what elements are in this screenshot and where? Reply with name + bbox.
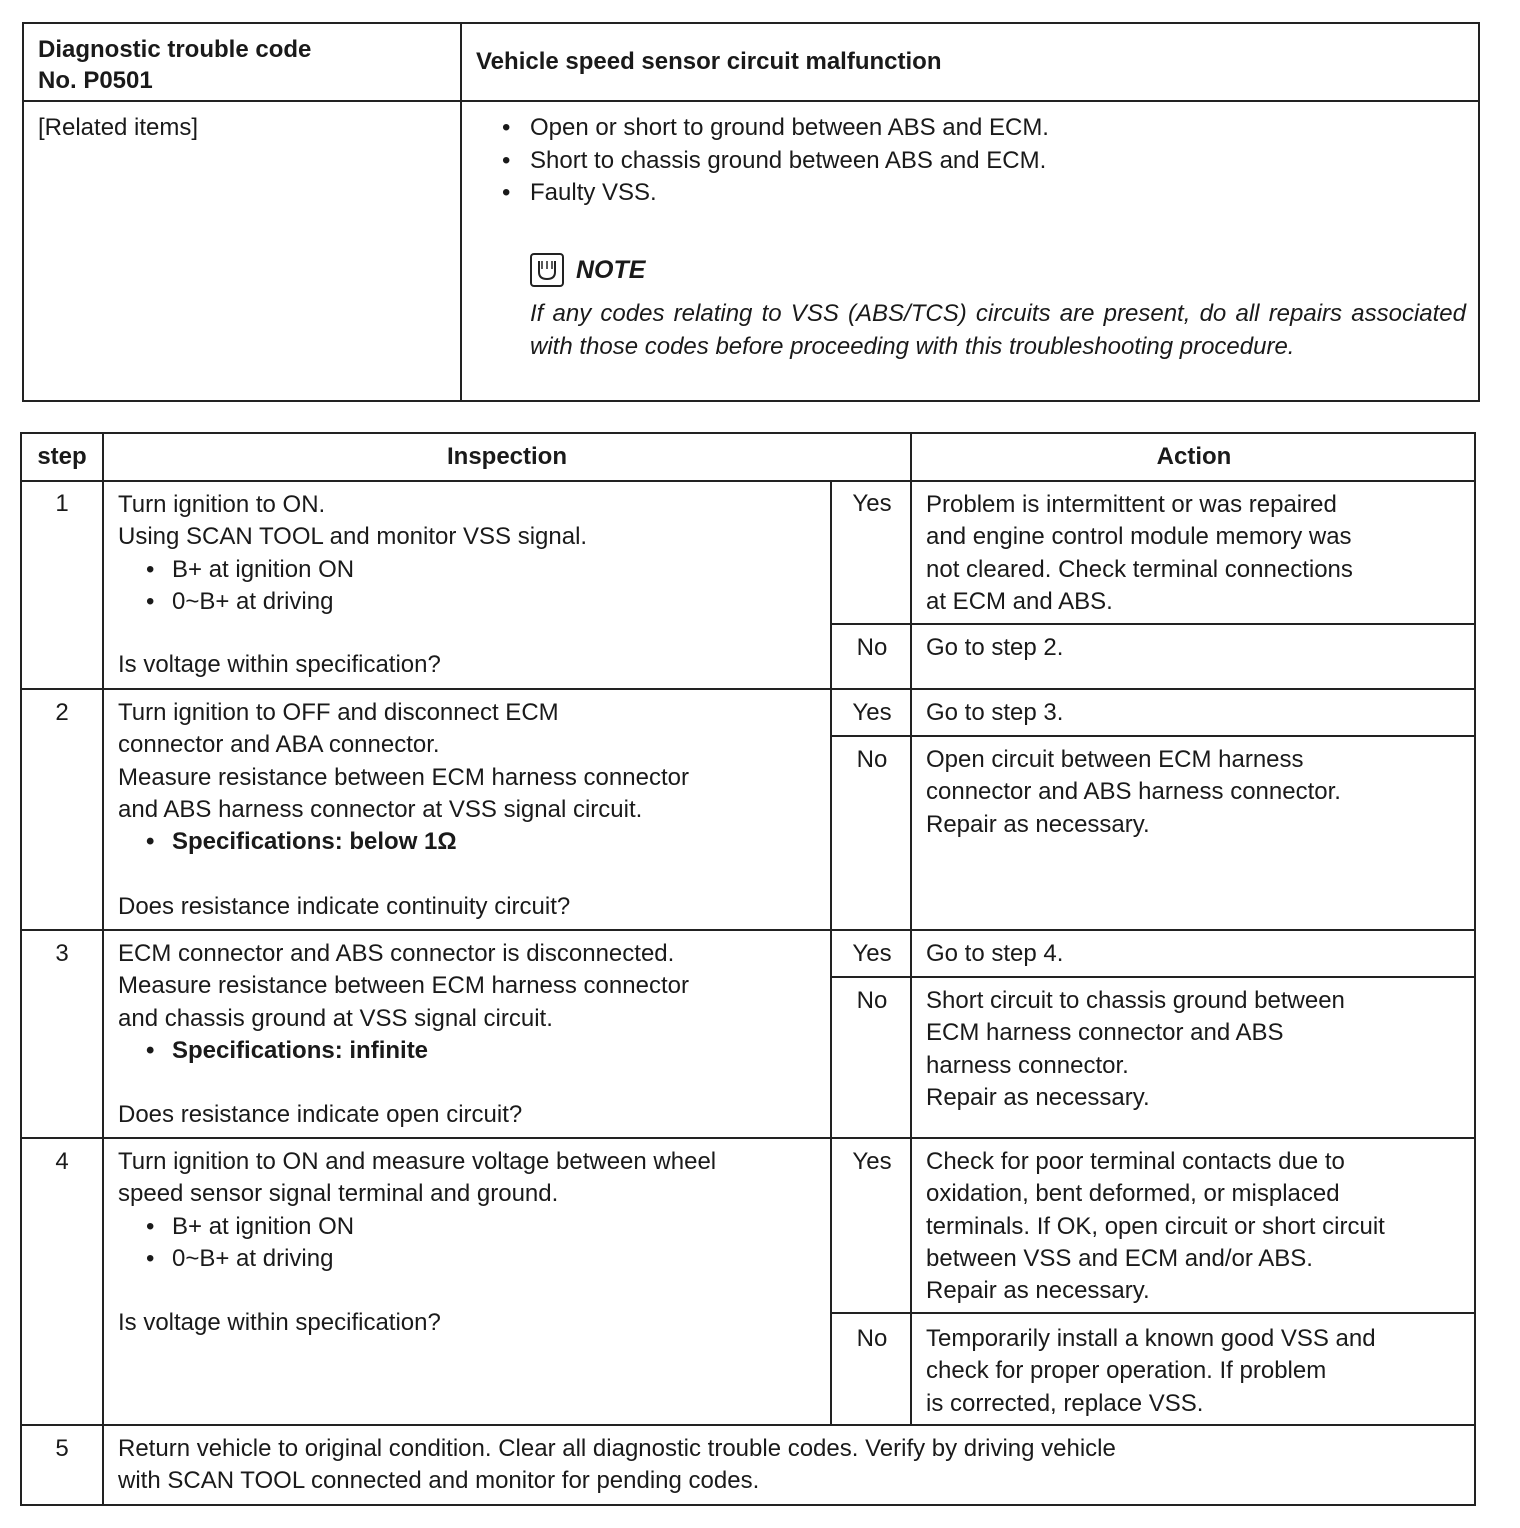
note-text: If any codes relating to VSS (ABS/TCS) circuits are present, do all repairs associated with those codes before proceeding with this troubleshooting procedure. — [530, 300, 1466, 360]
row-divider-2 — [22, 929, 1476, 931]
inspection-line: Measure resistance between ECM harness connector — [118, 972, 689, 1000]
inspection-line: Measure resistance between ECM harness connector — [118, 763, 689, 791]
dtc-code-label: Diagnostic trouble code — [38, 36, 312, 63]
related-item: • Open or short to ground between ABS and ECM. — [500, 112, 1468, 145]
inspection-text — [118, 938, 689, 1067]
row-divider-4 — [22, 1424, 1476, 1426]
no-action: Go to step 2. — [926, 634, 1064, 661]
yes-label: Yes — [852, 940, 892, 967]
step-number: 2 — [55, 699, 69, 726]
inspection-line: and ABS harness connector at VSS signal circuit. — [118, 795, 643, 823]
related-items-list — [500, 112, 1468, 210]
inspection-text — [118, 1433, 1116, 1498]
no-label: No — [856, 746, 888, 773]
step-number: 4 — [55, 1148, 69, 1175]
action-line: at ECM and ABS. — [926, 587, 1113, 615]
dtc-code — [38, 34, 448, 96]
action-line: Repair as necessary. — [926, 1083, 1150, 1111]
inspection-line: Turn ignition to OFF and disconnect ECM — [118, 699, 559, 726]
inspection-question: Does resistance indicate continuity circuit? — [118, 893, 571, 920]
specification: • Specifications: infinite — [118, 1035, 689, 1067]
inspection-text — [118, 489, 587, 618]
inspection-text — [118, 697, 689, 858]
col-header-action: Action — [1156, 443, 1232, 470]
inspection-line: ECM connector and ABS connector is disconnected. — [118, 940, 675, 967]
action-line: terminals. If OK, open circuit or short circuit — [926, 1212, 1385, 1240]
action-line: check for proper operation. If problem — [926, 1357, 1327, 1385]
header-divider — [460, 24, 462, 400]
action-line: ECM harness connector and ABS — [926, 1019, 1284, 1047]
no-action — [926, 985, 1345, 1114]
step-number: 5 — [55, 1435, 69, 1462]
action-line: connector and ABS harness connector. — [926, 778, 1341, 806]
action-line: harness connector. — [926, 1051, 1129, 1079]
action-line: Open circuit between ECM harness — [926, 746, 1304, 773]
related-items-label: [Related items] — [38, 114, 199, 141]
note-label: NOTE — [576, 255, 646, 284]
action-line: is corrected, replace VSS. — [926, 1389, 1204, 1417]
note-heading — [530, 250, 645, 290]
no-label: No — [856, 634, 888, 661]
action-line: Repair as necessary. — [926, 1277, 1150, 1305]
yes-label: Yes — [852, 699, 892, 726]
step-number: 3 — [55, 940, 69, 967]
yes-no-divider-2 — [830, 735, 1476, 737]
yes-action — [926, 489, 1353, 618]
yes-no-divider-4 — [830, 1312, 1476, 1314]
yes-action — [926, 1146, 1385, 1307]
inspection-bullet: • B+ at ignition ON — [118, 1211, 716, 1243]
inspection-question: Is voltage within specification? — [118, 1309, 441, 1336]
no-action — [926, 1323, 1376, 1420]
inspection-bullet: • B+ at ignition ON — [118, 554, 587, 586]
inspection-line: connector and ABA connector. — [118, 731, 440, 759]
action-line: oxidation, bent deformed, or misplaced — [926, 1180, 1340, 1208]
yes-action: Go to step 3. — [926, 699, 1064, 726]
inspection-bullet: • 0~B+ at driving — [118, 586, 587, 618]
inspection-question: Does resistance indicate open circuit? — [118, 1101, 523, 1128]
inspection-line: Turn ignition to ON. — [118, 491, 326, 518]
action-line: and engine control module memory was — [926, 523, 1352, 551]
inspection-line: Return vehicle to original condition. Clear all diagnostic trouble codes. Verify by driving vehicle — [118, 1435, 1116, 1462]
inspection-line: with SCAN TOOL connected and monitor for pending codes. — [118, 1467, 760, 1495]
related-item: • Short to chassis ground between ABS and ECM. — [500, 145, 1468, 178]
yes-no-divider-1 — [830, 623, 1476, 625]
troubleshooting-steps-table — [20, 432, 1476, 1506]
action-line: Check for poor terminal contacts due to — [926, 1148, 1345, 1175]
dtc-code-number: No. P0501 — [38, 67, 153, 94]
header-row-divider — [22, 480, 1476, 482]
yes-label: Yes — [852, 490, 892, 517]
action-line: Short circuit to chassis ground between — [926, 987, 1345, 1014]
action-line: between VSS and ECM and/or ABS. — [926, 1244, 1313, 1272]
inspection-line: Using SCAN TOOL and monitor VSS signal. — [118, 523, 588, 551]
inspection-bullet: • 0~B+ at driving — [118, 1243, 716, 1275]
step-number: 1 — [55, 490, 69, 517]
no-action — [926, 744, 1341, 841]
action-line: Repair as necessary. — [926, 810, 1150, 838]
action-line: not cleared. Check terminal connections — [926, 555, 1353, 583]
no-label: No — [856, 1325, 888, 1352]
dtc-title: Vehicle speed sensor circuit malfunction — [476, 48, 942, 75]
related-item: • Faulty VSS. — [500, 177, 1468, 210]
hand-note-icon — [530, 253, 564, 287]
specification: • Specifications: below 1Ω — [118, 826, 689, 858]
col-divider-step — [102, 434, 104, 1506]
col-header-inspection: Inspection — [446, 443, 567, 470]
action-line: Problem is intermittent or was repaired — [926, 491, 1337, 518]
inspection-line: and chassis ground at VSS signal circuit. — [118, 1004, 553, 1032]
yes-action: Go to step 4. — [926, 940, 1064, 967]
col-header-step: step — [37, 443, 87, 470]
action-line: Temporarily install a known good VSS and — [926, 1325, 1376, 1352]
no-label: No — [856, 987, 888, 1014]
row-divider-1 — [22, 688, 1476, 690]
dtc-header-table — [22, 22, 1480, 402]
inspection-line: Turn ignition to ON and measure voltage between wheel — [118, 1148, 717, 1175]
inspection-text — [118, 1146, 716, 1275]
row-divider-3 — [22, 1137, 1476, 1139]
yes-no-divider-3 — [830, 976, 1476, 978]
yes-label: Yes — [852, 1148, 892, 1175]
inspection-question: Is voltage within specification? — [118, 651, 441, 678]
inspection-line: speed sensor signal terminal and ground. — [118, 1180, 559, 1208]
